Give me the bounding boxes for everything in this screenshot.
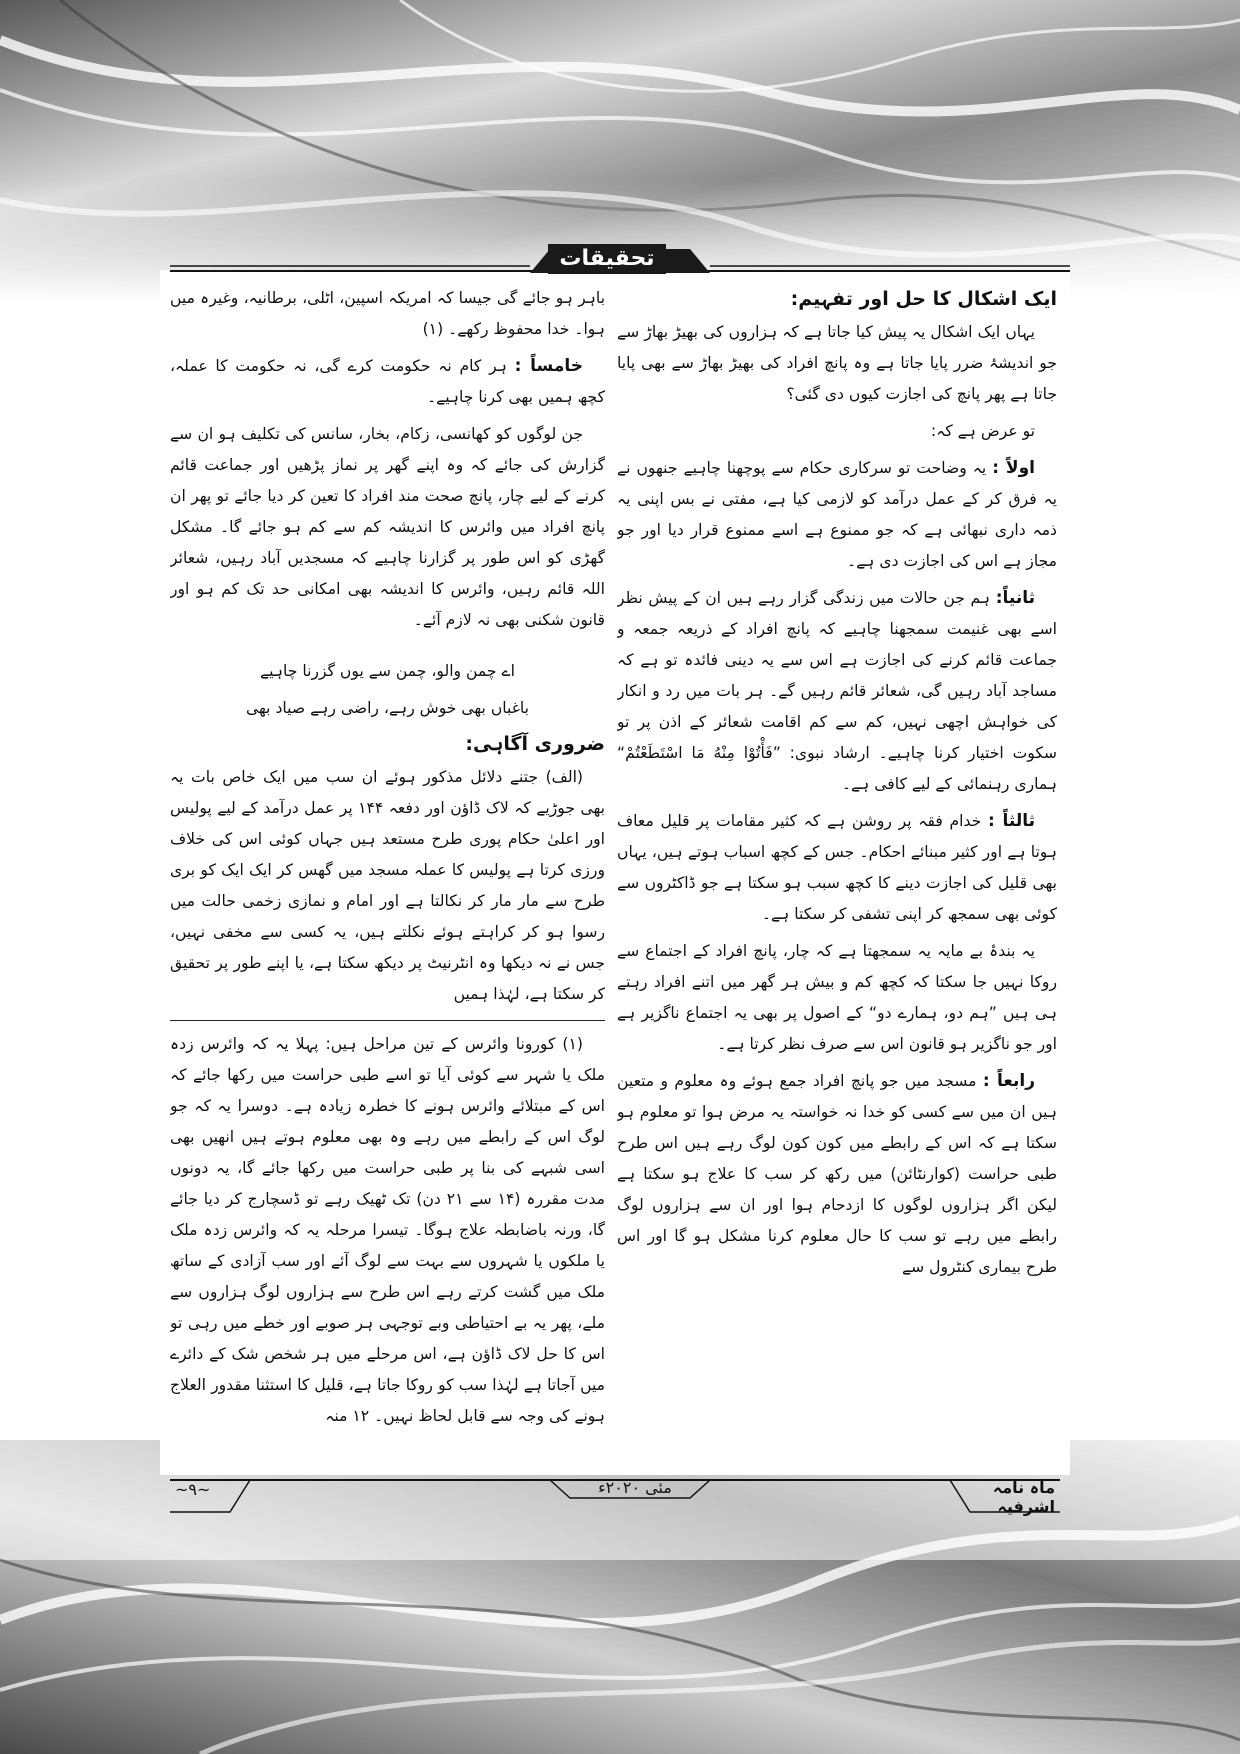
verse-couplet	[170, 656, 605, 724]
verse-line: باغباں بھی خوش رہے، راضی رہے صیاد بھی	[245, 699, 530, 717]
section-tab: تحقیقات	[548, 244, 666, 274]
paragraph-label: ثالثاً :	[988, 811, 1035, 831]
paragraph-continued: باہر ہو جائے گی جیسا کہ امریکہ اسپین، اٹلی، برطانیہ، وغیرہ میں ہوا۔ خدا محفوظ رکھے۔ (۱)	[170, 289, 605, 338]
page-number: ~۹~	[175, 1480, 211, 1499]
paragraph	[617, 317, 1057, 410]
paragraph	[617, 416, 1057, 447]
paragraph-label: اولاً :	[992, 458, 1035, 478]
paragraph-text: یہاں ایک اشکال یہ پیش کیا جاتا ہے کہ ہزاروں کی بھیڑ بھاڑ سے جو اندیشۂ ضرر پایا جاتا ہے وہ پانچ افراد کی بھیڑ بھاڑ سے بھی پایا جاتا ہے پھر پانچ کی اجازت کیوں دی گئی؟	[617, 323, 1057, 403]
paragraph-text: یہ بندۂ بے مایہ یہ سمجھتا ہے کہ چار، پانچ افراد کے اجتماع سے روکا نہیں جا سکتا کہ کچھ کم و بیش ہر گھر میں اتنے افراد رہتے ہی ہیں ”ہم دو، ہمارے دو“ کے اصول پر بھی یہ اجتماع ناگزیر ہے اور جو ناگزیر ہو قانون اس سے صرف نظر کرتا ہے۔	[617, 942, 1057, 1053]
paragraph-text: مسجد میں جو پانچ افراد جمع ہوئے وہ معلوم و متعین ہیں ان میں سے کسی کو خدا نہ خواستہ یہ مرض ہوا تو معلوم ہو سکتا ہے کہ اس کے رابطے میں کون کون لوگ رہے ہیں اس طرح طبی حراست (کوارنٹائن) میں رکھ کر سب کا علاج ہو سکتا ہے لیکن اگر ہزاروں لوگوں کا ازدحام ہوا اور ان سے ہزاروں لوگ رابطے میں رہے تو سب کا حال معلوم کرنا مشکل ہو گا اور اس طرح بیماری کنٹرول سے	[617, 1072, 1057, 1276]
right-column	[617, 283, 1057, 1468]
paragraph-khamisan	[170, 351, 605, 413]
issue-date: مئی ۲۰۲۰ء	[598, 1478, 672, 1497]
paragraph-text: تو عرض ہے کہ:	[930, 422, 1035, 440]
heading-notice: ضروری آگاہی:	[465, 733, 605, 755]
paragraph-label: خامساً :	[514, 356, 583, 376]
paragraph-saniyan	[617, 583, 1057, 800]
footnote-divider	[170, 1020, 605, 1021]
paragraph	[617, 936, 1057, 1060]
paragraph: جن لوگوں کو کھانسی، زکام، بخار، سانس کی تکلیف ہو ان سے گزارش کی جائے کہ وہ اپنے گھر پر نماز پڑھیں اور جماعت قائم کرنے کے لیے چار، پانچ صحت مند افراد کا تعین کر دیا جائے تو پھر ان پانچ افراد میں وائرس کا اندیشہ کم سے کم ہو جائے گا۔ مشکل گھڑی کو اس طور پر گزارنا چاہیے کہ مسجدیں آباد رہیں، شعائر اللہ قائم رہیں، وائرس کا اندیشہ بھی امکانی حد تک کم ہو اور قانون شکنی بھی نہ لازم آئے۔	[170, 425, 605, 629]
left-column	[170, 283, 605, 1468]
footnote: (۱) کورونا وائرس کے تین مراحل ہیں: پہلا یہ کہ وائرس زدہ ملک یا شہر سے کوئی آیا تو اسے طبی حراست میں رکھا جائے کہ اس کے مبتلائے وائرس ہونے کا خطرہ زیادہ ہے۔ دوسرا یہ کہ جو لوگ اس کے رابطے میں رہے وہ بھی معلوم ہوتے ہیں انھیں بھی اسی شبہے کی بنا پر طبی حراست میں رکھا جائے گا، یہ دونوں مدت مقررہ (۱۴ سے ۲۱ دن) تک ٹھیک رہے تو ڈسچارج کر دیا جائے گا، ورنہ باضابطہ علاج ہوگا۔ تیسرا مرحلہ یہ کہ وائرس زدہ ملک یا ملکوں یا شہروں سے بہت سے لوگ آئے اور سب آزادی کے ساتھ ملک میں گشت کرتے رہے اس طرح سے ہزاروں لوگ ہزاروں سے ملے، پھر یہ بے احتیاطی وبے توجہی ہر صوبے اور خطے میں رہی تو اس کا حل لاک ڈاؤن ہے، اس مرحلے میں ہر شخص شک کے دائرے میں آجاتا ہے لہٰذا سب کو روکا جاتا ہے، قلیل کا استثنا مقدور العلاج ہونے کی وجہ سے قابل لحاظ نہیں۔ ۱۲ منہ	[170, 1035, 605, 1425]
verse-line: اے چمن والو، چمن سے یوں گزرنا چاہیے	[260, 662, 515, 680]
paragraph-rabian	[617, 1066, 1057, 1283]
paragraph: (الف) جتنے دلائل مذکور ہوئے ان سب میں ایک خاص بات یہ بھی جوڑیے کہ لاک ڈاؤن اور دفعہ ۱۴۴ پر عمل درآمد کے لیے پولیس اور اعلیٰ حکام پوری طرح مستعد ہیں جہاں کوئی اس کی خلاف ورزی کرتا ہے پولیس کا عملہ مسجد میں گھس کر ایک ایک کو بری طرح سے مار مار کر نکالتا ہے اور امام و نمازی زخمی حالت میں رسوا ہو کر کراہتے ہوئے نکلتے ہیں، یہ کسی سے مخفی نہیں، جس نے نہ دیکھا وہ انٹرنیٹ پر دیکھ سکتا ہے، یا اپنے طور پر تحقیق کر سکتا ہے، لہٰذا ہمیں	[170, 768, 605, 1003]
paragraph-text: ہم جن حالات میں زندگی گزار رہے ہیں ان کے پیش نظر اسے بھی غنیمت سمجھنا چاہیے کہ پانچ افراد کے ذریعہ جمعہ و جماعت قائم کرنے کی اجازت ہے اس سے یہ دینی فائدہ تو ہے کہ مساجد آباد رہیں گی، شعائر قائم رہیں گے۔ ہر بات میں رد و انکار کی خواہش اچھی نہیں، کم سے کم اقامت شعائر کے اذن پر تو سکوت اختیار کرنا چاہیے۔ ارشاد نبوی: ”فَأْتُوْا مِنْهُ مَا اسْتَطَعْتُمْ“ ہماری رہنمائی کے لیے کافی ہے۔	[617, 589, 1057, 793]
paragraph-text: ہر کام نہ حکومت کرے گی، نہ حکومت کا عملہ، کچھ ہمیں بھی کرنا چاہیے۔	[170, 357, 605, 406]
magazine-name: ماہ نامہ اشرفیہ	[992, 1478, 1055, 1516]
paragraph-label: ثانیاً:	[995, 588, 1035, 608]
paragraph-awwalan	[617, 453, 1057, 577]
paragraph-label: رابعاً :	[982, 1071, 1035, 1091]
paragraph-salisan	[617, 806, 1057, 930]
heading-ishkal: ایک اشکال کا حل اور تفہیم:	[790, 288, 1057, 310]
paragraph-text: یہ وضاحت تو سرکاری حکام سے پوچھنا چاہیے جنھوں نے یہ فرق کر کے عمل درآمد کو لازمی کیا ہے، مفتی نے بس اپنی یہ ذمہ داری نبھائی ہے کہ جو ممنوع ہے اسے ممنوع قرار دیا اور جو مجاز ہے اس کی اجازت دی ہے۔	[617, 459, 1057, 570]
paragraph-text: خدام فقہ پر روشن ہے کہ کثیر مقامات پر قلیل معاف ہوتا ہے اور کثیر مبنائے احکام۔ جس کے کچھ اسباب ہوتے ہیں، یہاں بھی قلیل کی اجازت دینے کا کچھ سبب ہو سکتا ہے جو ڈاکٹروں سے کوئی بھی سمجھ کر اپنی تشفی کر سکتا ہے۔	[617, 812, 1057, 923]
